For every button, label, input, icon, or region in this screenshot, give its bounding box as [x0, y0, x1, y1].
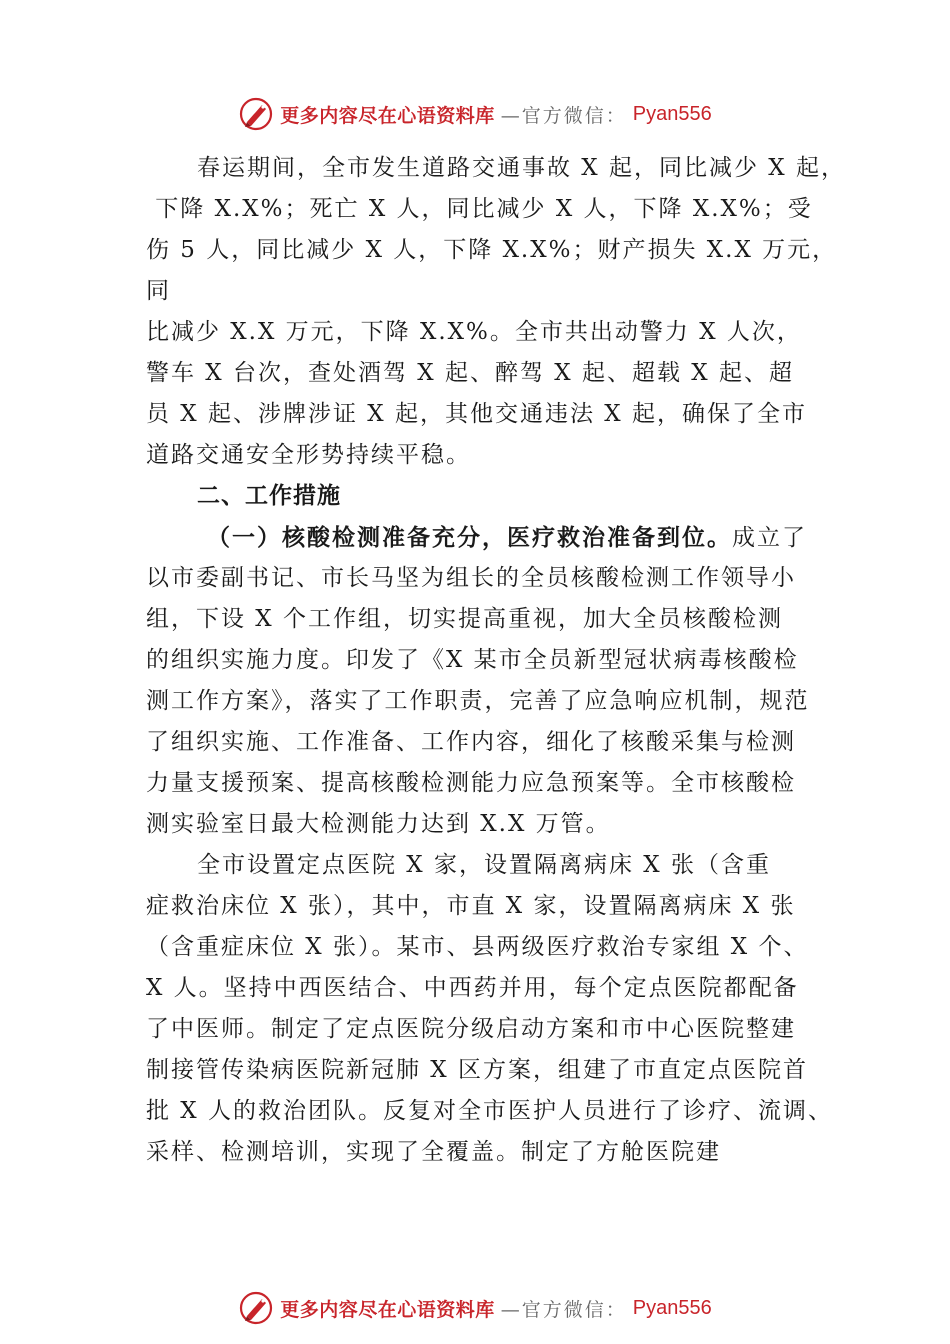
section-heading: 二、工作措施 [197, 483, 341, 509]
text-line: 了中医师。制定了定点医院分级启动方案和市中心医院整建 [146, 1016, 796, 1042]
text-line: 同 [146, 278, 171, 304]
banner-wechat-id: Pyan556 [632, 102, 712, 125]
paragraph-hospital-measures [146, 845, 833, 1173]
text-line: 了组织实施、工作准备、工作内容，细化了核酸采集与检测 [146, 729, 796, 755]
banner-wechat-id: Pyan556 [632, 1296, 712, 1319]
text-line: 春运期间，全市发生道路交通事故 X 起，同比减少 X 起， [197, 155, 846, 181]
text-line: 测实验室日最大检测能力达到 X.X 万管。 [146, 811, 611, 837]
banner-gray-text: —官方微信： [500, 1298, 627, 1321]
subsection-title: （一）核酸检测准备充分，医疗救治准备到位。 [197, 524, 733, 551]
text-line: 比减少 X.X 万元，下降 X.X%。全市共出动警力 X 人次， [146, 319, 802, 345]
text-line: 警车 X 台次，查处酒驾 X 起、醉驾 X 起、超载 X 起、超 [146, 360, 794, 386]
text-line: 员 X 起、涉牌涉证 X 起，其他交通违法 X 起，确保了全市 [146, 401, 807, 427]
text-line: 批 X 人的救治团队。反复对全市医护人员进行了诊疗、流调、 [146, 1098, 833, 1124]
document-body [146, 148, 846, 1173]
text-line: 组，下设 X 个工作组，切实提高重视，加大全员核酸检测 [146, 606, 783, 632]
text-line: （含重症床位 X 张）。某市、县两级医疗救治专家组 X 个、 [146, 934, 809, 960]
banner-red-text: 更多内容尽在心语资料库 [280, 104, 495, 127]
text-line: 的组织实施力度。印发了《X 某市全员新型冠状病毒核酸检 [146, 647, 799, 673]
paragraph-traffic-stats [146, 148, 846, 476]
lead-continuation: 成立了 [732, 525, 808, 551]
text-line: X 人。坚持中西医结合、中西药并用，每个定点医院都配备 [146, 975, 799, 1001]
footer-banner [0, 1286, 950, 1330]
text-line: 测工作方案》，落实了工作职责，完善了应急响应机制，规范 [146, 688, 810, 714]
text-line: 下降 X.X%；死亡 X 人，同比减少 X 人，下降 X.X%；受 [146, 196, 813, 222]
text-line: 以市委副书记、市长马坚为组长的全员核酸检测工作领导小 [146, 565, 796, 591]
text-line: 道路交通安全形势持续平稳。 [146, 442, 471, 468]
pen-logo-icon [238, 96, 274, 132]
text-line-lead [146, 517, 816, 558]
header-banner [0, 92, 950, 136]
text-line: 症救治床位 X 张），其中，市直 X 家，设置隔离病床 X 张 [146, 893, 796, 919]
text-line: 采样、检测培训，实现了全覆盖。制定了方舱医院建 [146, 1139, 721, 1165]
text-line: 制接管传染病医院新冠肺 X 区方案，组建了市直定点医院首 [146, 1057, 808, 1083]
banner-gray-text: —官方微信： [500, 104, 627, 127]
pen-logo-icon [238, 1290, 274, 1326]
banner-red-text: 更多内容尽在心语资料库 [280, 1298, 495, 1321]
text-line: 伤 5 人，同比减少 X 人，下降 X.X%；财产损失 X.X 万元， [146, 237, 838, 263]
paragraph-testing-measures [146, 517, 816, 845]
text-line: 力量支援预案、提高核酸检测能力应急预案等。全市核酸检 [146, 770, 796, 796]
text-line: 全市设置定点医院 X 家，设置隔离病床 X 张（含重 [197, 852, 771, 878]
